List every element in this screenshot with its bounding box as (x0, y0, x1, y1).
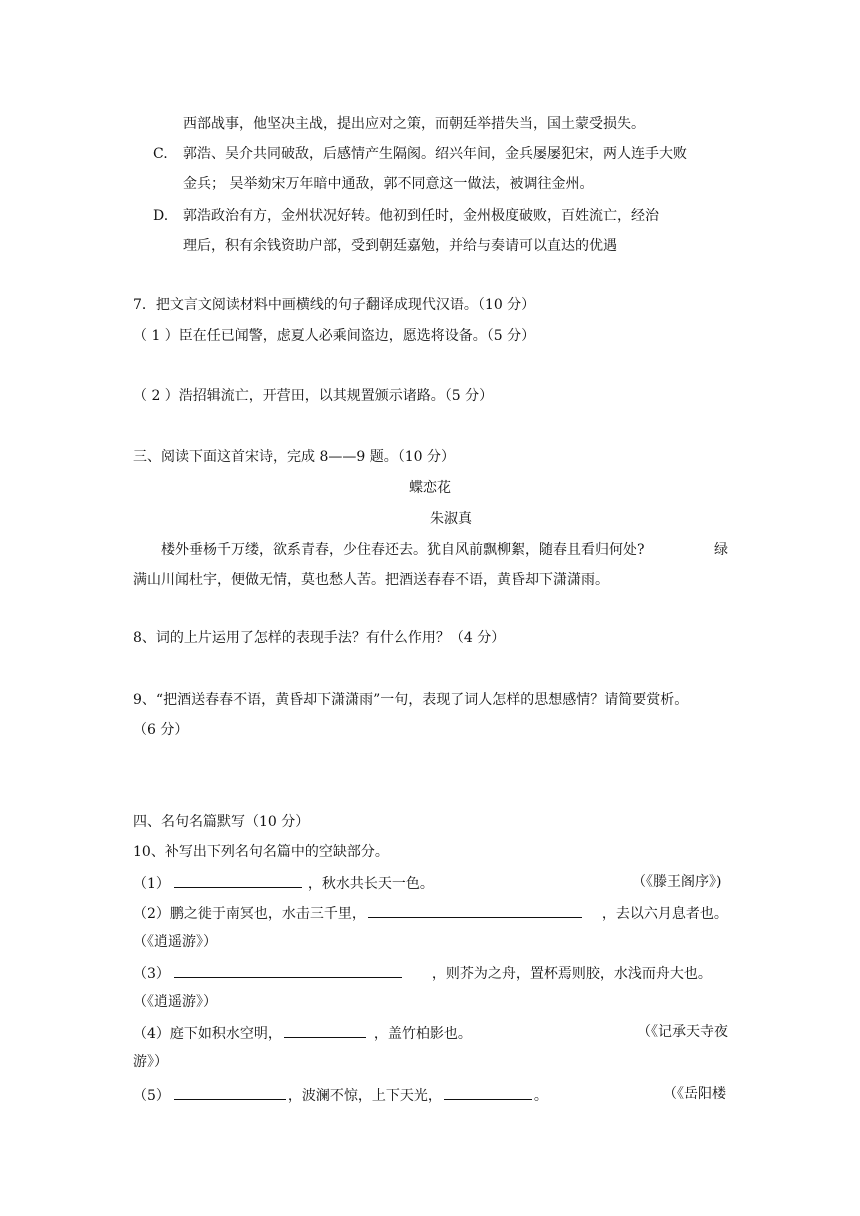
fill-item-4-text: ，盖竹柏影也。 (373, 1026, 472, 1042)
fill-item-4-label: （4）庭下如积水空明， (133, 1026, 282, 1042)
fill-item-4-source-line2: 游》） (133, 1054, 168, 1070)
option-c-text-line2: 金兵； 吴举劾宋万年暗中通敌，郭不同意这一做法，被调往金州。 (183, 176, 594, 192)
question-9-line2: （6 分） (133, 722, 189, 738)
option-c-text-line1: 郭浩、吴介共同破敌，后感情产生隔阂。绍兴年间，金兵屡屡犯宋，两人连手大败 (183, 146, 687, 162)
fill-item-3-source: （《逍遥游》） (133, 994, 217, 1010)
poem-author: 朱淑真 (430, 511, 472, 527)
blank-1[interactable] (174, 872, 302, 888)
fill-item-3 (133, 962, 712, 984)
section-4-title: 四、名句名篇默写（10 分） (133, 814, 310, 830)
fill-item-5-end: 。 (533, 1088, 548, 1104)
question-7-item-1: （ 1 ）臣在任已闻警，虑夏人必乘间盗边，愿选将设备。（5 分） (133, 328, 536, 344)
fill-item-2-source: （《逍遥游》） (133, 934, 217, 950)
fill-item-2-label: （2）鹏之徙于南冥也，水击三千里， (133, 906, 366, 922)
option-b-continuation: 西部战事，他坚决主战，提出应对之策，而朝廷举措失当，国土蒙受损失。 (183, 116, 645, 132)
fill-item-5-source: （《岳阳楼 (663, 1086, 726, 1102)
poem-line-2: 满山川闻杜宇，便做无情，莫也愁人苦。把酒送春春不语，黄昏却下潇潇雨。 (133, 572, 609, 588)
poem-line-1: 楼外垂杨千万缕，欲系青春，少住春还去。犹自风前飘柳絮，随春且看归何处? (161, 542, 645, 558)
fill-item-3-text: ，则芥为之舟，置杯焉则胶，水浅而舟大也。 (431, 966, 712, 982)
blank-5a[interactable] (174, 1084, 286, 1100)
fill-item-2-text: ，去以六月息者也。 (601, 906, 728, 922)
question-7-item-2: （ 2 ）浩招辑流亡，开营田，以其规置颁示诸路。（5 分） (133, 388, 494, 404)
poem-line-1-end: 绿 (714, 542, 728, 558)
fill-item-1-text: ，秋水共长天一色。 (307, 876, 434, 892)
blank-2[interactable] (368, 902, 582, 918)
fill-item-4 (133, 1022, 472, 1044)
fill-item-3-label: （3） (133, 966, 170, 982)
fill-item-5 (133, 1084, 548, 1106)
fill-item-4-source-line1: （《记承天寺夜 (637, 1024, 728, 1040)
fill-item-5-mid: ，波澜不惊，上下天光， (287, 1088, 442, 1104)
fill-item-1-source: （《滕王阁序》) (632, 874, 722, 890)
poem-title: 蝶恋花 (409, 480, 451, 496)
question-10: 10、补写出下列名句名篇中的空缺部分。 (133, 844, 389, 860)
fill-item-2 (133, 902, 728, 924)
question-8: 8、词的上片运用了怎样的表现手法？有什么作用？（4 分） (133, 630, 506, 646)
blank-4[interactable] (284, 1022, 366, 1038)
blank-5b[interactable] (444, 1084, 532, 1100)
option-c-label: C. (153, 146, 168, 162)
fill-item-1 (133, 872, 434, 894)
question-9-line1: 9、“把酒送春春不语，黄昏却下潇潇雨”一句，表现了词人怎样的思想感情？请简要赏析。 (133, 692, 689, 708)
blank-3[interactable] (174, 962, 402, 978)
fill-item-1-label: （1） (133, 876, 170, 892)
option-d-label: D. (153, 208, 169, 224)
option-d-text-line2: 理后，积有余钱资助户部，受到朝廷嘉勉，并给与奏请可以直达的优遇 (183, 238, 617, 254)
question-7-title: 7．把文言文阅读材料中画横线的句子翻译成现代汉语。（10 分） (133, 297, 536, 313)
fill-item-5-label: （5） (133, 1088, 170, 1104)
section-3-title: 三、阅读下面这首宋诗，完成 8——9 题。（10 分） (133, 449, 455, 465)
option-d-text-line1: 郭浩政治有方，金州状况好转。他初到任时，金州极度破败，百姓流亡，经治 (183, 208, 659, 224)
